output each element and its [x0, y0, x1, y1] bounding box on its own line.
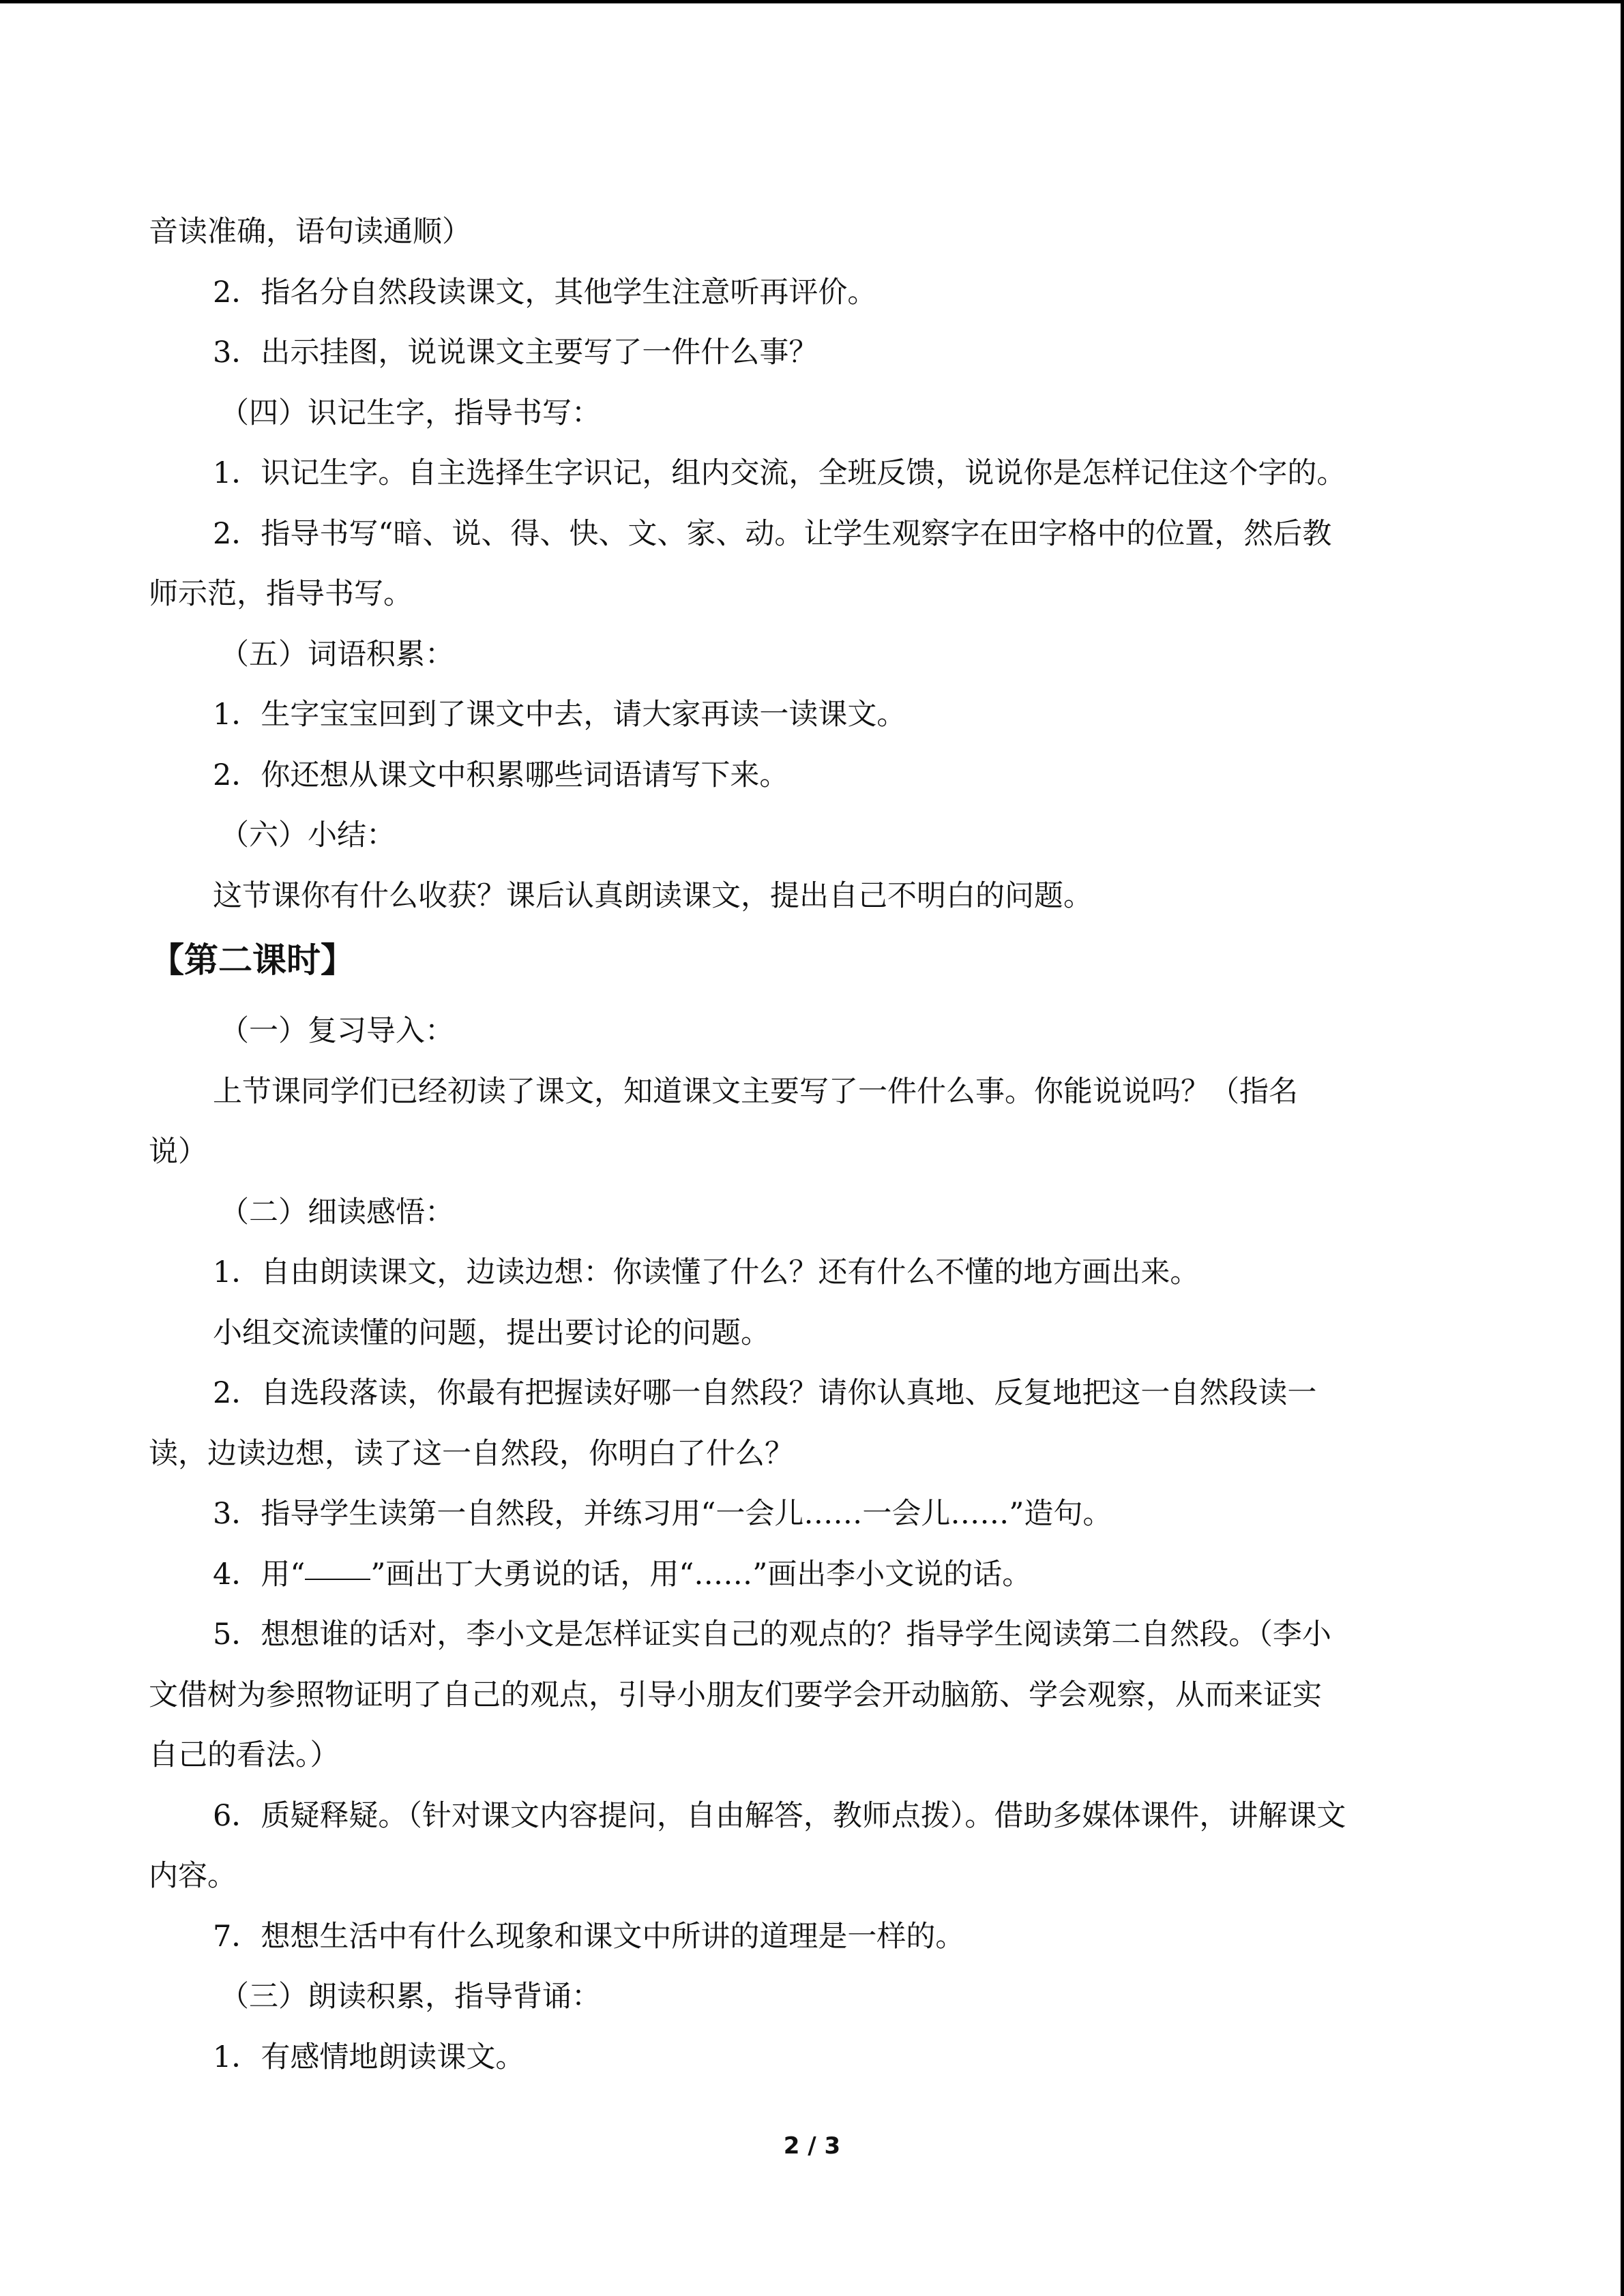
- lesson-two-section: [149, 1001, 1475, 1545]
- paragraph-line: 2．你还想从课文中积累哪些词语请写下来。: [213, 758, 789, 792]
- lesson-one-section: [149, 202, 1475, 926]
- paragraph-line: 3．出示挂图，说说课文主要写了一件什么事？: [213, 336, 818, 370]
- paragraph-line: 1．生字宝宝回到了课文中去，请大家再读一读课文。: [213, 698, 906, 732]
- paragraph-line: （五）词语积累：: [220, 637, 454, 672]
- paragraph-line: 音读准确，语句读通顺）: [149, 215, 471, 249]
- paragraph-line: 师示范，指导书写。: [149, 577, 413, 611]
- underline-instruction-after: ”画出丁大勇说的话，用“……”画出李小文说的话。: [370, 1557, 1032, 1592]
- paragraph-line: 说）: [149, 1135, 207, 1169]
- page-border-top: [0, 0, 1624, 3]
- paragraph-line: 2．指导书写“暗、说、得、快、文、家、动。让学生观察字在田字格中的位置，然后教: [213, 516, 1332, 551]
- paragraph-line: 3．指导学生读第一自然段，并练习用“一会儿……一会儿……”造句。: [213, 1497, 1112, 1531]
- paragraph-line: 1．自由朗读课文，边读边想：你读懂了什么？还有什么不懂的地方画出来。: [213, 1255, 1200, 1289]
- paragraph-line: （六）小结：: [220, 818, 396, 852]
- paragraph-line: 内容。: [149, 1859, 237, 1893]
- page-number: 2 / 3: [783, 2132, 841, 2160]
- paragraph-line: 2．自选段落读，你最有把握读好哪一自然段？请你认真地、反复地把这一自然段读一: [213, 1376, 1317, 1410]
- paragraph-line: 7．想想生活中有什么现象和课文中所讲的道理是一样的。: [213, 1919, 965, 1954]
- paragraph-line: 这节课你有什么收获？课后认真朗读课文，提出自己不明白的问题。: [213, 878, 1093, 913]
- paragraph-line: （三）朗读积累，指导背诵：: [220, 1980, 601, 2014]
- lesson-two-section-continued: [149, 1605, 1475, 2087]
- underline-blank: [305, 1579, 370, 1580]
- paragraph-line: （四）识记生字，指导书写：: [220, 396, 601, 430]
- paragraph-underline-instruction: [149, 1545, 1475, 1605]
- paragraph-line: 2．指名分自然段读课文，其他学生注意听再评价。: [213, 275, 877, 310]
- paragraph-line: 6．质疑释疑。（针对课文内容提问，自由解答，教师点拨）。借助多媒体课件，讲解课文: [213, 1798, 1346, 1833]
- paragraph-line: 文借树为参照物证明了自己的观点，引导小朋友们要学会开动脑筋、学会观察，从而来证实: [149, 1678, 1322, 1712]
- paragraph-line: 读，边读边想，读了这一自然段，你明白了什么？: [149, 1436, 794, 1471]
- document-body: [149, 202, 1475, 2087]
- underline-instruction-before: 4．用“: [213, 1557, 306, 1592]
- paragraph-line: 1．识记生字。自主选择生字识记，组内交流，全班反馈，说说你是怎样记住这个字的。: [213, 456, 1346, 490]
- paragraph-line: 小组交流读懂的问题，提出要讨论的问题。: [213, 1315, 770, 1350]
- paragraph-line: 自己的看法。）: [149, 1738, 340, 1772]
- paragraph-line: 5．想想谁的话对，李小文是怎样证实自己的观点的？指导学生阅读第二自然段。（李小: [213, 1617, 1331, 1652]
- paragraph-line: （一）复习导入：: [220, 1014, 454, 1048]
- paragraph-line: （二）细读感悟：: [220, 1195, 454, 1229]
- paragraph-line: 上节课同学们已经初读了课文，知道课文主要写了一件什么事。你能说说吗？（指名: [213, 1074, 1298, 1109]
- paragraph-line: 1．有感情地朗读课文。: [213, 2040, 525, 2074]
- page-border-right: [1621, 0, 1624, 2296]
- section-heading: 【第二课时】: [150, 940, 355, 980]
